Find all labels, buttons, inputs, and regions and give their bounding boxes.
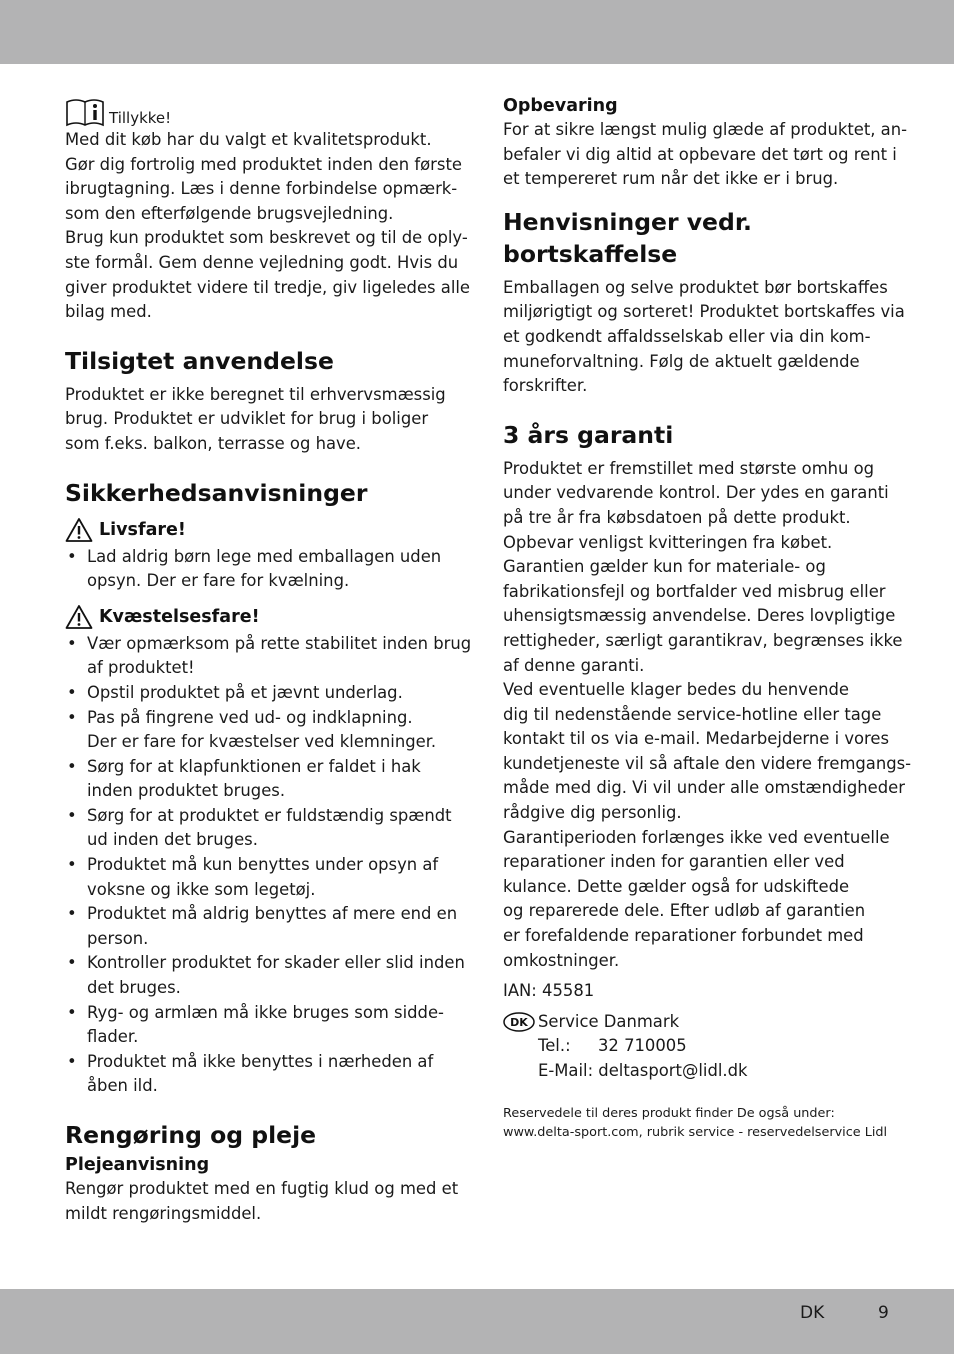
list-item: • Vær opmærksom på rette stabilitet inden brug af produktet! bbox=[65, 632, 457, 681]
spare-parts-note: Reservedele til deres produkt finder De også under: www.delta-sport.com, rubrik service - reservedelservice Lidl bbox=[503, 1105, 888, 1140]
care-subheading: Plejeanvisning bbox=[65, 1155, 210, 1175]
intro-title: Tillykke! bbox=[109, 109, 172, 127]
storage-heading: Opbevaring bbox=[503, 96, 618, 116]
list-item: • Kontroller produktet for skader eller slid inden det bruges. bbox=[65, 951, 457, 1000]
ian-number: IAN: 45581 bbox=[503, 981, 595, 1001]
warning-triangle-icon bbox=[65, 517, 93, 543]
page-number: 9 bbox=[878, 1303, 889, 1323]
list-item: • Opstil produktet på et jævnt underlag. bbox=[65, 681, 457, 706]
storage-text: For at sikre længst mulig glæde af produktet, an- befaler vi dig altid at opbevare det tørt og rent i et tempereret rum når det ikke er i brug. bbox=[503, 120, 908, 189]
right-column bbox=[503, 94, 912, 1142]
info-book-icon bbox=[65, 96, 105, 128]
service-name: Service Danmark bbox=[538, 1011, 680, 1031]
country-badge-icon bbox=[503, 1012, 535, 1032]
warning-triangle-icon bbox=[65, 604, 93, 630]
list-item: • Produktet må aldrig benyttes af mere end en person. bbox=[65, 902, 457, 951]
injury-title: Kvæstelsesfare! bbox=[99, 606, 260, 627]
intro-heading-row bbox=[65, 94, 457, 128]
danger-warning bbox=[65, 517, 457, 543]
warranty-heading: 3 års garanti bbox=[503, 420, 674, 449]
service-phone: Tel.: 32 710005 bbox=[538, 1036, 687, 1056]
intended-use-heading: Tilsigtet anvendelse bbox=[65, 346, 334, 375]
list-item: • Produktet må kun benyttes under opsyn af voksne og ikke som legetøj. bbox=[65, 853, 457, 902]
left-column bbox=[65, 94, 472, 1226]
danger-list bbox=[65, 545, 457, 594]
svg-text:DK: DK bbox=[510, 1015, 528, 1029]
header-bar bbox=[0, 0, 954, 64]
list-item: • Sørg for at produktet er fuldstændig spændt ud inden det bruges. bbox=[65, 804, 457, 853]
list-item: • Pas på fingrene ved ud- og indklapning. Der er fare for kvæstelser ved klemninger. bbox=[65, 706, 457, 755]
service-email: E-Mail: deltasport@lidl.dk bbox=[538, 1061, 748, 1080]
cleaning-text: Rengør produktet med en fugtig klud og med et mildt rengøringsmiddel. bbox=[65, 1179, 459, 1223]
list-item: • Lad aldrig børn lege med emballagen uden opsyn. Der er fare for kvælning. bbox=[65, 545, 457, 594]
cleaning-heading: Rengøring og pleje bbox=[65, 1121, 317, 1149]
list-item: • Sørg for at klapfunktionen er faldet i hak inden produktet bruges. bbox=[65, 755, 457, 804]
footer-language: DK bbox=[800, 1303, 825, 1323]
disposal-text: Emballagen og selve produktet bør bortskaffes miljørigtigt og sorteret! Produktet bortskaffes via et godkendt affaldsselskab eller via din kom- muneforvaltning. Følg de aktuelt gældende forskrifter. bbox=[503, 277, 905, 396]
warranty-text: Produktet er fremstillet med største omhu og under vedvarende kontrol. Der ydes en garanti på tre år fra købsdatoen på dette produkt. Opbevar venligst kvitteringen fra købet. Garantien gælder kun for materiale- og fabrikationsfejl og bortfalder ved misbrug eller uhensigtsmæssig anvendelse. Deres lovpligtige rettigheder, særligt garantikrav, begrænses ikke af denne garanti. Ved eventuelle klager bedes du henvende dig til nedenstående service-hotline eller tage kontakt til os via e-mail. Medarbejderne i vores kundetjeneste vil så aftale den videre fremgangs- måde med dig. Vi vil under alle omstændigheder rådgive dig personlig. Garantiperioden forlænges ikke ved eventuelle reparationer inden for garantien eller ved kulance. Dette gælder også for udskiftede og reparerede dele. Efter udløb af garantien er forefaldende reparationer forbundet med omkostninger. bbox=[503, 458, 912, 970]
intended-use-text: Produktet er ikke beregnet til erhvervsmæssig brug. Produktet er udviklet for brug i boliger som f.eks. balkon, terrasse og have. bbox=[65, 384, 446, 453]
service-contact bbox=[503, 1010, 895, 1035]
injury-warning bbox=[65, 604, 457, 630]
intro-text: Med dit køb har du valgt et kvalitetsprodukt. Gør dig fortrolig med produktet inden den første ibrugtagning. Læs i denne forbindelse opmærk- som den efterfølgende brugsvejledning. Brug kun produktet som beskrevet og til de oply- ste formål. Gem denne vejledning godt. Hvis du giver produktet videre til tredje, giv ligeledes alle bilag med. bbox=[65, 130, 471, 322]
danger-title: Livsfare! bbox=[99, 519, 186, 540]
list-item: • Produktet må ikke benyttes i nærheden af åben ild. bbox=[65, 1050, 457, 1099]
disposal-heading: Henvisninger vedr. bortskaffelse bbox=[503, 207, 752, 268]
injury-list bbox=[65, 632, 472, 1099]
safety-heading: Sikkerhedsanvisninger bbox=[65, 478, 368, 507]
list-item: • Ryg- og armlæn må ikke bruges som sidde- flader. bbox=[65, 1001, 457, 1050]
